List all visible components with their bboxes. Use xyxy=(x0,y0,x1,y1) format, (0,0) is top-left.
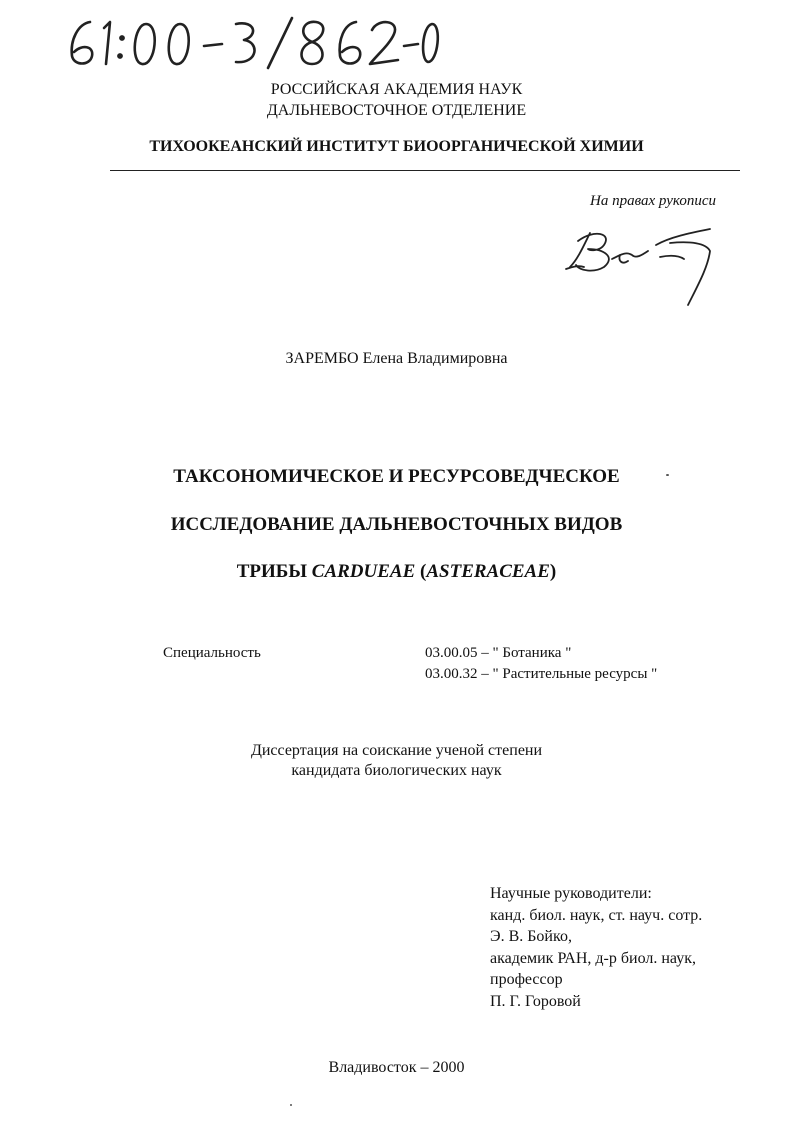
advisor-line: профессор xyxy=(490,971,563,988)
advisor-line: Э. В. Бойко, xyxy=(490,928,572,945)
speciality-label: Специальность xyxy=(163,645,261,661)
header-divider xyxy=(110,170,740,171)
manuscript-rights-note: На правах рукописи xyxy=(590,193,716,209)
city-year: Владивосток – 2000 xyxy=(328,1059,465,1076)
advisors-block xyxy=(490,883,702,1012)
title-paren-close: ) xyxy=(549,561,557,582)
advisor-line: академик РАН, д-р биол. наук, xyxy=(490,949,696,967)
advisor-line: П. Г. Горовой xyxy=(490,992,581,1010)
thesis-title-line-2: ИССЛЕДОВАНИЕ ДАЛЬНЕВОСТОЧНЫХ ВИДОВ xyxy=(170,514,623,535)
advisors-heading: Научные руководители: xyxy=(490,885,652,902)
author-signature xyxy=(560,215,720,315)
academy-name: РОССИЙСКАЯ АКАДЕМИЯ НАУК xyxy=(270,81,523,98)
institute-name: ТИХООКЕАНСКИЙ ИНСТИТУТ БИООРГАНИЧЕСКОЙ ХИМИИ xyxy=(149,138,644,155)
thesis-title-line-1: ТАКСОНОМИЧЕСКОЕ И РЕСУРСОВЕДЧЕСКОЕ xyxy=(173,466,620,487)
archive-code-handwritten xyxy=(60,10,440,72)
branch-name: ДАЛЬНЕВОСТОЧНОЕ ОТДЕЛЕНИЕ xyxy=(266,102,527,119)
scan-speck xyxy=(666,474,669,476)
thesis-degree-line-1: Диссертация на соискание ученой степени xyxy=(250,742,543,759)
author-name: ЗАРЕМБО Елена Владимировна xyxy=(285,350,508,367)
title-tribe-name: CARDUEAE xyxy=(311,561,416,582)
speciality-item: 03.00.32 – " Растительные ресурсы " xyxy=(425,666,658,682)
title-family-name: ASTERACEAE xyxy=(426,561,550,582)
thesis-degree-line-2: кандидата биологических наук xyxy=(291,762,502,779)
title-tribe-prefix: ТРИБЫ xyxy=(236,561,312,582)
scan-speck xyxy=(290,1104,292,1106)
advisor-line: канд. биол. наук, ст. науч. сотр. xyxy=(490,906,703,924)
thesis-title-line-3 xyxy=(0,561,793,583)
speciality-item: 03.00.05 – " Ботаника " xyxy=(425,645,572,661)
title-paren-open: ( xyxy=(415,561,427,582)
